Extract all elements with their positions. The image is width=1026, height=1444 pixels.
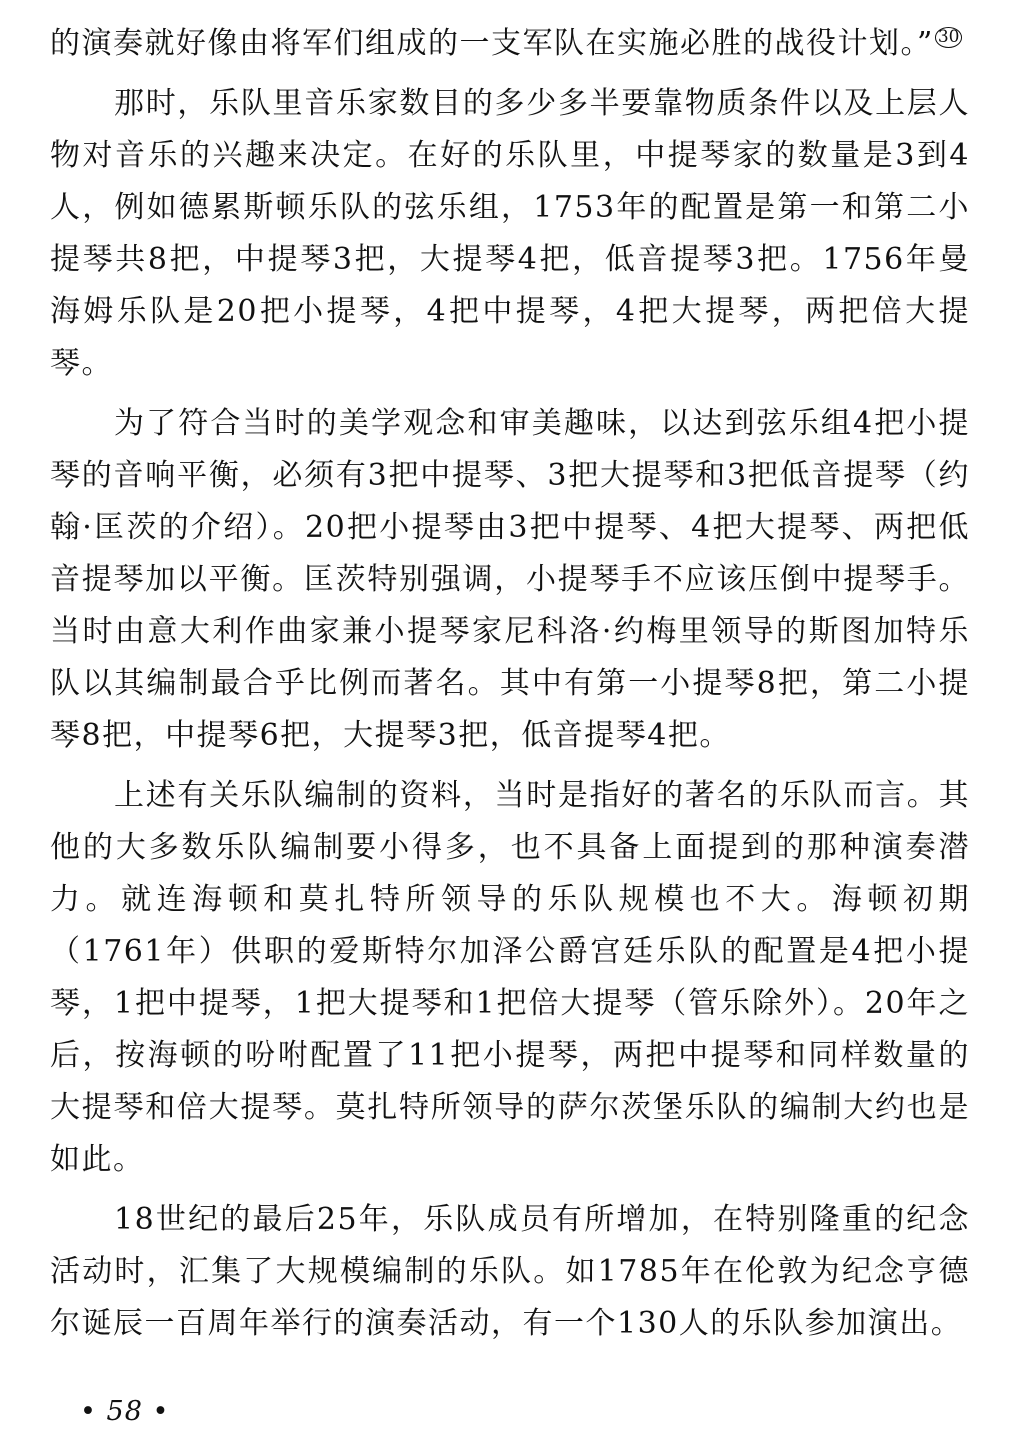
paragraph-string-balance: 为了符合当时的美学观念和审美趣味，以达到弦乐组4把小提琴的音响平衡，必须有3把中提琴、3把大提琴和3把低音提琴（约翰·匡茨的介绍）。20把小提琴由3把中提琴、4把大提琴、两把低音提琴加以平衡。匡茨特别强调，小提琴手不应该压倒中提琴手。当时由意大利作曲家兼小提琴家尼科洛·约梅里领导的斯图加特乐队以其编制最合乎比例而著名。其中有第一小提琴8把，第二小提琴8把，中提琴6把，大提琴3把，低音提琴4把。 <box>50 406 970 753</box>
paragraph-orchestra-size: 那时，乐队里音乐家数目的多少多半要靠物质条件以及上层人物对音乐的兴趣来决定。在好的乐队里，中提琴家的数量是3到4人，例如德累斯顿乐队的弦乐组，1753年的配置是第一和第二小提琴共8把，中提琴3把，大提琴4把，低音提琴3把。1756年曼海姆乐队是20把小提琴，4把中提琴，4把大提琴，两把倍大提琴。 <box>50 86 970 381</box>
page-number <box>80 1396 169 1427</box>
footnote-marker: 30 <box>935 27 963 48</box>
paragraph-18th-century: 18世纪的最后25年，乐队成员有所增加，在特别隆重的纪念活动时，汇集了大规模编制的乐队。如1785年在伦敦为纪念亨德尔诞辰一百周年举行的演奏活动，有一个130人的乐队参加演出。 <box>50 1202 970 1341</box>
page-number-dot-right: • <box>152 1396 170 1427</box>
paragraph-text: 的演奏就好像由将军们组成的一支军队在实施必胜的战役计划。” <box>50 26 934 61</box>
page-number-value: 58 <box>106 1396 143 1427</box>
page-number-dot-left: • <box>80 1396 97 1427</box>
paragraph-haydn-mozart: 上述有关乐队编制的资料，当时是指好的著名的乐队而言。其他的大多数乐队编制要小得多，也不具备上面提到的那种演奏潜力。就连海顿和莫扎特所领导的乐队规模也不大。海顿初期（1761年）供职的爱斯特尔加泽公爵宫廷乐队的配置是4把小提琴，1把中提琴，1把大提琴和1把倍大提琴（管乐除外）。20年之后，按海顿的吩咐配置了11把小提琴，两把中提琴和同样数量的大提琴和倍大提琴。莫扎特所领导的萨尔茨堡乐队的编制大约也是如此。 <box>50 778 970 1177</box>
paragraph-continuation <box>50 18 970 70</box>
